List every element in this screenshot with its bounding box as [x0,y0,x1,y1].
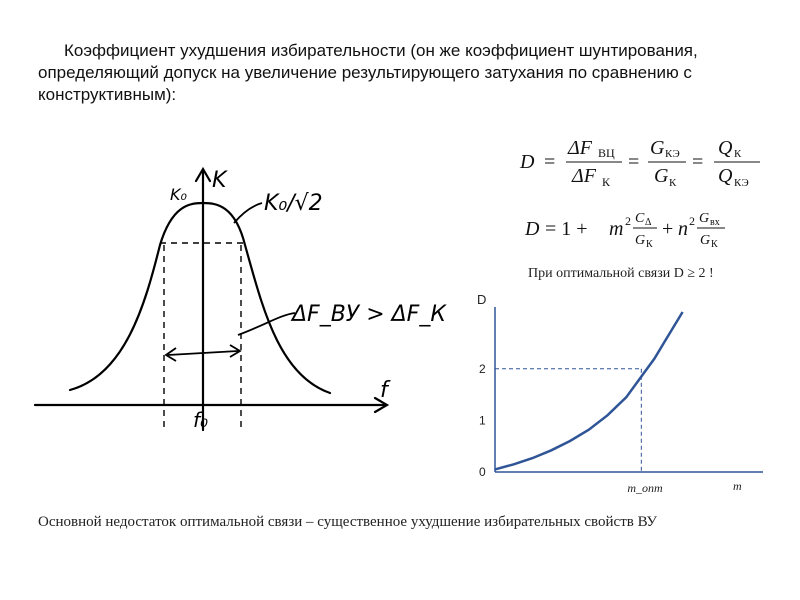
sketch-bandwidth-label: ΔF_ВУ > ΔF_К [292,302,446,327]
intro-paragraph [38,40,738,106]
sketch-peak-label: K₀ [170,185,187,204]
formula1-den2-sub: К [669,177,677,189]
formula2-gden: G [700,233,711,248]
sketch-y-label: K [212,168,227,193]
chart-series-line [495,312,683,469]
formula1-eq3: = [692,151,704,173]
formula1-den1-sub: К [602,175,611,189]
formula1-den2: G [654,165,669,187]
formula1-den3-sub: КЭ [734,177,749,189]
formula1-num3-sub: К [734,148,742,160]
formula1-eq2: = [628,151,640,173]
sketch-leader-half [234,203,262,223]
sketch-half-label: K₀/√2 [264,191,323,216]
optimal-coupling-note: При оптимальной связи D ≥ 2 ! [528,266,714,281]
chart-ytick-label: 1 [479,413,486,428]
formula2-n: n [678,218,688,240]
chart-marker-label: m_опт [627,481,663,495]
formula2-lhs: D [525,218,540,240]
formula1-num1-sub: ВЦ [598,146,615,160]
formula1-num1: ΔF [568,137,592,159]
chart-ytick-label: 2 [479,361,486,376]
resonance-sketch [30,165,446,435]
formula1-lhs: D [520,151,535,173]
footer-text: Основной недостаток оптимальной связи – существенное ухудшение избирательных свойств ВУ [38,514,658,530]
chart-xlabel: m [733,479,742,493]
formula2-plus: + [662,218,674,240]
formula1-den1: ΔF [572,165,596,187]
formula2-m-sup: 2 [625,214,631,228]
formula2-cden-sub: К [646,239,653,250]
sketch-x-label: f [380,378,388,403]
sketch-bell-curve [70,203,330,393]
formula1-den3: Q [718,165,733,187]
formula2-m: m [609,218,624,240]
sketch-center-label: f₀ [193,408,209,432]
formula2-cden: G [635,233,646,248]
formula2-cnum-sub: Δ [645,217,652,228]
chart-ytick-label: 0 [479,465,486,479]
formula-d-ratio [520,132,780,192]
formula2-cnum: C [635,211,645,226]
formula2-eq: = 1 + [545,218,588,240]
intro-text: Коэффициент ухудшения избирательности (он же коэффициент шунтирования, определяющий допуск на увеличение результирующего затухания по сравнению с конструктивным): [38,41,698,104]
d-vs-m-chart [470,292,770,500]
formula1-num2: G [650,137,665,159]
formula-d-sum [525,205,785,255]
formula2-gnum-sub: вх [710,217,720,228]
formula2-n-sup: 2 [689,214,695,228]
formula2-gnum: G [699,211,710,226]
chart-ylabel: D [477,292,487,307]
formula2-gden-sub: К [711,239,718,250]
formula1-num2-sub: КЭ [665,148,680,160]
formula1-num3: Q [718,137,733,159]
formula1-eq: = [544,151,556,173]
